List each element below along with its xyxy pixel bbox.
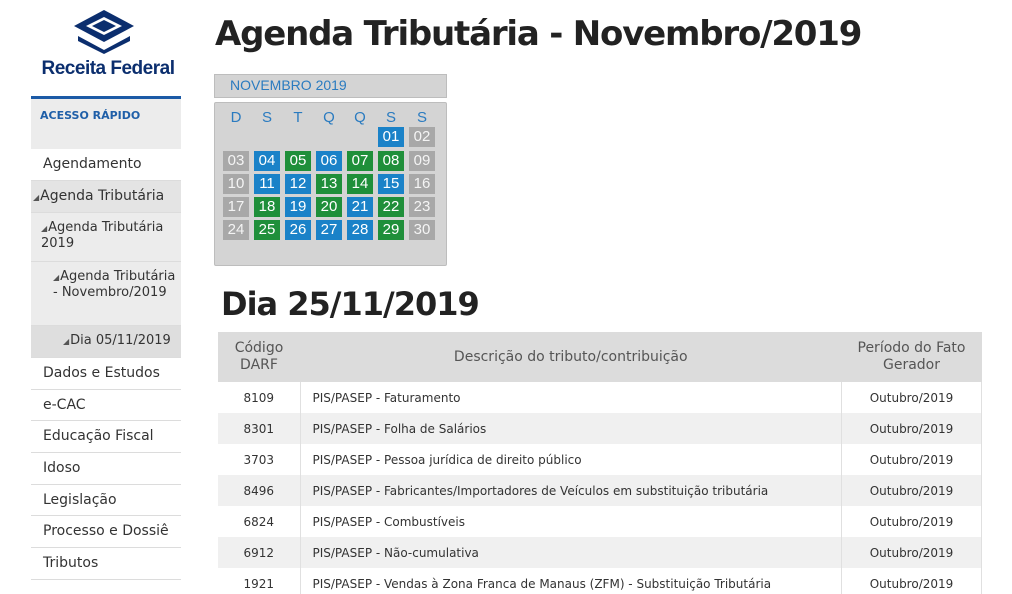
calendar-weekday: S (261, 109, 272, 126)
table-cell-description: PIS/PASEP - Fabricantes/Importadores de Veículos em substituição tributária (300, 475, 842, 506)
table-cell-code: 8301 (218, 413, 300, 444)
table-cell-description: PIS/PASEP - Faturamento (300, 382, 842, 413)
table-row (218, 568, 982, 594)
sidebar-item-tributos[interactable]: Tributos (31, 548, 181, 580)
calendar-day[interactable]: 13 (316, 174, 342, 194)
calendar-month-label: NOVEMBRO 2019 (214, 74, 447, 98)
expanded-triangle-icon: ◢ (41, 224, 48, 233)
sidebar-item-legislacao[interactable]: Legislação (31, 485, 181, 517)
table-row (218, 537, 982, 568)
table-cell-code: 8109 (218, 382, 300, 413)
page-title: Agenda Tributária - Novembro/2019 (215, 14, 862, 54)
day-title: Dia 25/11/2019 (221, 285, 479, 323)
tax-schedule-table (218, 332, 982, 594)
sidebar-item-ecac[interactable]: e-CAC (31, 390, 181, 422)
column-header-code: Código DARF (218, 332, 300, 382)
calendar-day[interactable]: 08 (378, 151, 404, 171)
table-cell-description: PIS/PASEP - Vendas à Zona Franca de Manaus (ZFM) - Substituição Tributária (300, 568, 842, 594)
calendar-day[interactable]: 26 (285, 220, 311, 240)
expanded-triangle-icon: ◢ (53, 273, 60, 282)
table-cell-code: 6824 (218, 506, 300, 537)
table-header-row (218, 332, 982, 382)
calendar-weekday: S (416, 109, 427, 126)
table-row (218, 506, 982, 537)
calendar-day[interactable]: 20 (316, 197, 342, 217)
calendar-grid (214, 102, 447, 266)
table-cell-code: 6912 (218, 537, 300, 568)
calendar-day[interactable]: 06 (316, 151, 342, 171)
expanded-triangle-icon: ◢ (33, 193, 40, 202)
table-cell-period: Outubro/2019 (842, 444, 982, 475)
calendar-day[interactable]: 18 (254, 197, 280, 217)
calendar-day: 30 (409, 220, 435, 240)
sidebar-item-dia-05-11-2019[interactable] (31, 326, 181, 358)
calendar-day: 02 (409, 127, 435, 147)
receita-emblem-icon (68, 6, 140, 54)
expanded-triangle-icon: ◢ (63, 337, 70, 346)
table-cell-description: PIS/PASEP - Folha de Salários (300, 413, 842, 444)
sidebar-item-agendamento[interactable]: Agendamento (31, 149, 181, 181)
calendar-weekday: D (230, 109, 242, 126)
sidebar-item-label: Dia 05/11/2019 (70, 333, 171, 348)
calendar-weekday: Q (323, 109, 335, 126)
table-cell-description: PIS/PASEP - Combustíveis (300, 506, 842, 537)
calendar-day[interactable]: 25 (254, 220, 280, 240)
calendar-day: 16 (409, 174, 435, 194)
calendar-day: 23 (409, 197, 435, 217)
sidebar-item-agenda-2019[interactable] (31, 213, 181, 262)
calendar-day[interactable]: 15 (378, 174, 404, 194)
table-cell-period: Outubro/2019 (842, 382, 982, 413)
table-cell-period: Outubro/2019 (842, 413, 982, 444)
calendar-day[interactable]: 05 (285, 151, 311, 171)
calendar-day[interactable]: 27 (316, 220, 342, 240)
calendar (214, 74, 447, 266)
table-row (218, 475, 982, 506)
table-cell-period: Outubro/2019 (842, 568, 982, 594)
calendar-day: 09 (409, 151, 435, 171)
table-cell-code: 8496 (218, 475, 300, 506)
calendar-day[interactable]: 28 (347, 220, 373, 240)
calendar-weekday: Q (354, 109, 366, 126)
column-header-description: Descrição do tributo/contribuição (300, 332, 842, 382)
calendar-weekday: T (293, 109, 303, 126)
receita-federal-logo[interactable] (38, 6, 178, 82)
calendar-day[interactable]: 22 (378, 197, 404, 217)
calendar-day[interactable]: 29 (378, 220, 404, 240)
table-cell-description: PIS/PASEP - Pessoa jurídica de direito público (300, 444, 842, 475)
calendar-day[interactable]: 19 (285, 197, 311, 217)
sidebar-item-idoso[interactable]: Idoso (31, 453, 181, 485)
table-row (218, 382, 982, 413)
calendar-day[interactable]: 21 (347, 197, 373, 217)
calendar-day: 03 (223, 151, 249, 171)
sidebar-item-educacao-fiscal[interactable]: Educação Fiscal (31, 421, 181, 453)
calendar-day[interactable]: 12 (285, 174, 311, 194)
table-row (218, 444, 982, 475)
table-cell-period: Outubro/2019 (842, 506, 982, 537)
calendar-day[interactable]: 14 (347, 174, 373, 194)
sidebar-item-label: Agenda Tributária - Novembro/2019 (53, 269, 176, 300)
calendar-day[interactable]: 01 (378, 127, 404, 147)
table-body (218, 382, 982, 594)
table-row (218, 413, 982, 444)
table-cell-code: 1921 (218, 568, 300, 594)
sidebar-item-agenda-novembro-2019[interactable] (31, 262, 181, 326)
column-header-period: Período do Fato Gerador (842, 332, 982, 382)
calendar-day: 10 (223, 174, 249, 194)
table-cell-period: Outubro/2019 (842, 537, 982, 568)
calendar-day[interactable]: 11 (254, 174, 280, 194)
sidebar-item-label: Agenda Tributária 2019 (41, 220, 164, 251)
sidebar-item-dados-estudos[interactable]: Dados e Estudos (31, 358, 181, 390)
table-cell-description: PIS/PASEP - Não-cumulativa (300, 537, 842, 568)
sidebar-item-processo-dossie[interactable]: Processo e Dossiê (31, 516, 181, 548)
sidebar-header: ACESSO RÁPIDO (31, 96, 181, 149)
calendar-day[interactable]: 04 (254, 151, 280, 171)
table-cell-period: Outubro/2019 (842, 475, 982, 506)
calendar-day[interactable]: 07 (347, 151, 373, 171)
brand-name: Receita Federal (41, 58, 175, 79)
table-cell-code: 3703 (218, 444, 300, 475)
sidebar-item-label: Agenda Tributária (40, 188, 165, 204)
calendar-weekday: S (385, 109, 396, 126)
calendar-day: 17 (223, 197, 249, 217)
sidebar-item-agenda-tributaria[interactable] (31, 181, 181, 213)
calendar-day: 24 (223, 220, 249, 240)
sidebar (31, 96, 181, 580)
